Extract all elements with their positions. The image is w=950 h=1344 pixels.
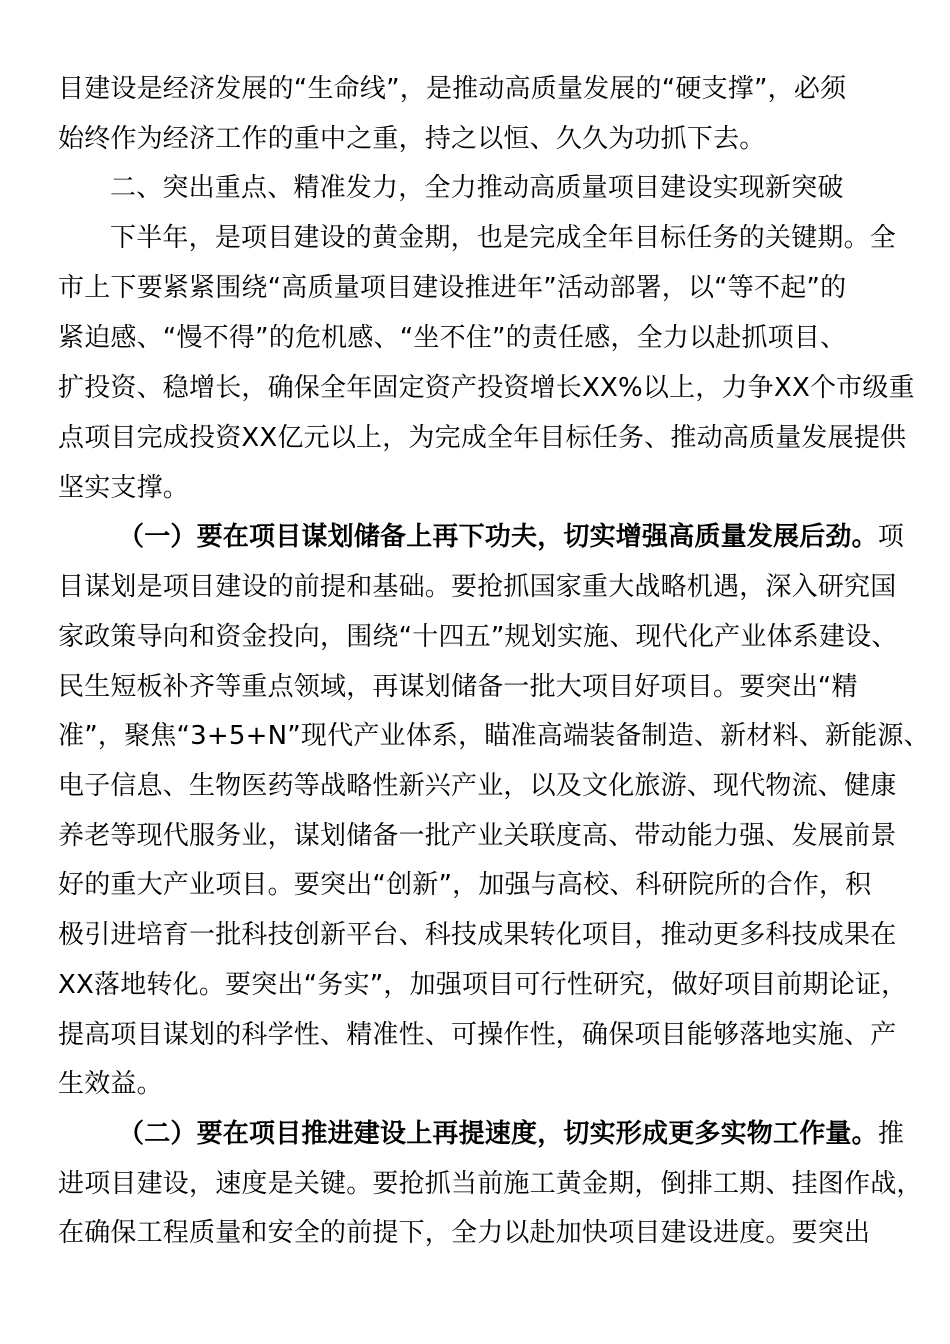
- text-line: 目谋划是项目建设的前提和基础。要抢抓国家重大战略机遇，深入研究国: [58, 572, 897, 602]
- text-line: 市上下要紧紧围绕“高质量项目建设推进年”活动部署，以“等不起”的: [58, 273, 847, 303]
- text-line: 民生短板补齐等重点领域，再谋划储备一批大项目好项目。要突出“精: [58, 672, 858, 702]
- text-line: 下半年，是项目建设的黄金期，也是完成全年目标任务的关键期。全: [110, 223, 897, 253]
- text-line: 极引进培育一批科技创新平台、科技成果转化项目，推动更多科技成果在: [58, 920, 897, 950]
- text-line: 提高项目谋划的科学性、精准性、可操作性，确保项目能够落地实施、产: [58, 1020, 897, 1050]
- text-line: 进项目建设，速度是关键。要抢抓当前施工黄金期，倒排工期、挂图作战，: [58, 1169, 923, 1199]
- subsection-lead-text: 推: [877, 1119, 905, 1149]
- subsection-lead-text: 项: [877, 522, 905, 552]
- text-line: 坚实支撑。: [58, 473, 190, 503]
- section-heading: 二、突出重点、精准发力，全力推动高质量项目建设实现新突破: [110, 173, 844, 203]
- subsection-title: （一）要在项目谋划储备上再下功夫，切实增强高质量发展后劲。: [118, 522, 878, 552]
- subsection-heading-1: [118, 521, 904, 553]
- text-line: 目建设是经济发展的“生命线”，是推动高质量发展的“硬支撑”，必须: [58, 74, 847, 104]
- subsection-title: （二）要在项目推进建设上再提速度，切实形成更多实物工作量。: [118, 1119, 878, 1149]
- text-line: 养老等现代服务业，谋划储备一批产业关联度高、带动能力强、发展前景: [58, 821, 897, 851]
- subsection-heading-2: [118, 1118, 904, 1150]
- text-line: 生效益。: [58, 1069, 163, 1099]
- text-line: 扩投资、稳增长，确保全年固定资产投资增长XX%以上，力争XX个市级重: [58, 373, 915, 403]
- text-line: 准”，聚焦“3+5+N”现代产业体系，瞄准高端装备制造、新材料、新能源、: [58, 721, 930, 751]
- text-line: 在确保工程质量和安全的前提下，全力以赴加快项目建设进度。要突出: [58, 1218, 871, 1248]
- text-line: 始终作为经济工作的重中之重，持之以恒、久久为功抓下去。: [58, 124, 766, 154]
- text-line: 好的重大产业项目。要突出“创新”，加强与高校、科研院所的合作，积: [58, 870, 872, 900]
- text-line: 紧迫感、“慢不得”的危机感、“坐不住”的责任感，全力以赴抓项目、: [58, 323, 847, 353]
- text-line: 点项目完成投资XX亿元以上，为完成全年目标任务、推动高质量发展提供: [58, 423, 907, 453]
- text-line: 家政策导向和资金投向，围绕“十四五”规划实施、现代化产业体系建设、: [58, 622, 898, 652]
- text-line: XX落地转化。要突出“务实”，加强项目可行性研究，做好项目前期论证，: [58, 970, 908, 1000]
- text-line: 电子信息、生物医药等战略性新兴产业，以及文化旅游、现代物流、健康: [58, 771, 897, 801]
